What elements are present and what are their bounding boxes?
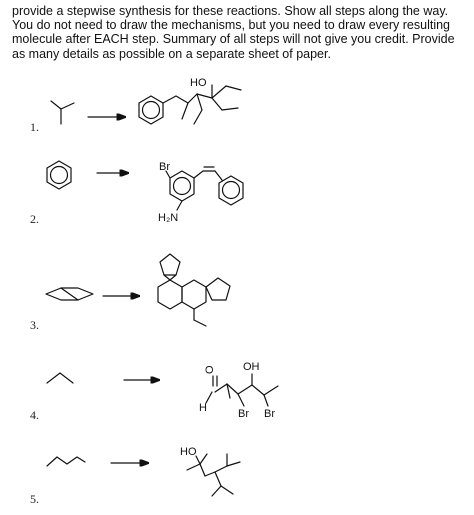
problem-4-product [206, 374, 278, 406]
problem-4-oh-label: OH [243, 361, 260, 373]
problem-4-starting-material [47, 373, 73, 383]
problem-4-o-label: O [204, 365, 216, 374]
problem-4-br1-label: Br [238, 408, 249, 420]
problem-5-ho-label: HO [180, 446, 197, 458]
problem-1-starting-material [51, 101, 74, 124]
instructions-text: provide a stepwise synthesis for these reactions. Show all steps along the way. You do not need to draw the mechanisms, but you need to draw every resulting molecule after EACH step. Summary of all steps will not give you credit. Provide as many details as possible on a separate sheet of paper. [12, 4, 455, 61]
problem-5-starting-material [47, 457, 85, 466]
problem-4-br2-label: Br [264, 408, 275, 420]
problem-2-starting-material [47, 161, 71, 189]
problem-1-ho-label: HO [190, 77, 207, 89]
problem-2-number: 2. [30, 212, 39, 226]
problem-2-h2n-label: H₂N [158, 212, 179, 224]
problem-4-h-label: H [199, 402, 207, 414]
problem-2-br-label: Br [159, 161, 170, 173]
problem-1-product [139, 85, 241, 124]
problem-2-product [166, 167, 243, 210]
problem-3-starting-material [46, 288, 93, 300]
problem-5-product [187, 454, 240, 496]
problem-3-number: 3. [30, 318, 39, 332]
problem-3-product [158, 254, 230, 326]
problem-1-number: 1. [30, 120, 39, 134]
problem-4-number: 4. [30, 408, 39, 422]
problem-5-number: 5. [30, 492, 39, 506]
